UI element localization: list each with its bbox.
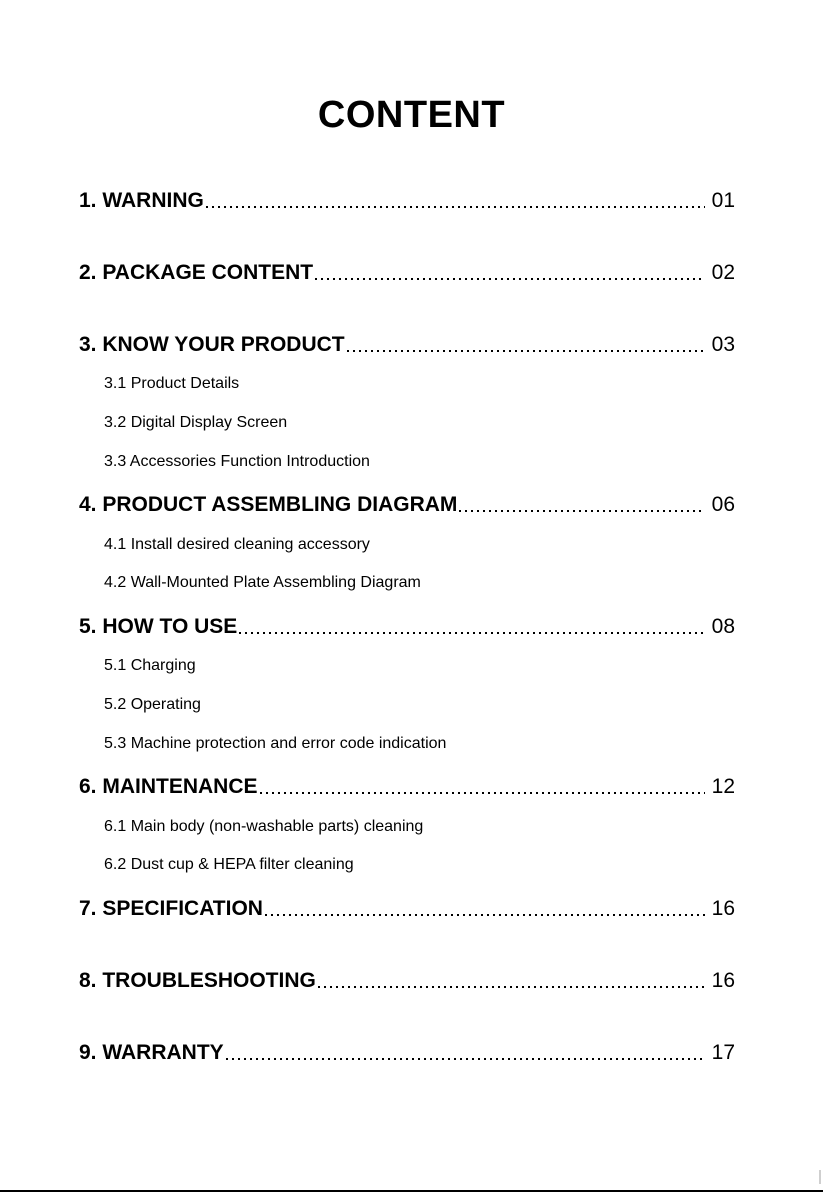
toc-entry-label: 9. WARRANTY [79,1041,224,1064]
toc-entry-package-content [79,257,735,285]
dot-leader [459,510,704,512]
toc-subentry-dust-cup-cleaning: 6.2 Dust cup & HEPA filter cleaning [104,856,354,873]
dot-leader [318,986,705,988]
dot-leader [347,350,705,352]
toc-entry-product-assembling-diagram [79,489,735,517]
toc-page-number: 02 [711,261,735,284]
page-title: CONTENT [317,94,506,136]
toc-entry-label: 1. WARNING [79,189,204,212]
toc-page-number: 01 [711,189,735,212]
toc-entry-warranty [79,1037,735,1065]
dot-leader [265,914,705,916]
dot-leader [239,632,704,634]
page-edge-mark [819,1170,821,1184]
toc-entry-label: 7. SPECIFICATION [79,897,263,920]
toc-entry-label: 8. TROUBLESHOOTING [79,969,316,992]
toc-entry-specification [79,893,735,921]
toc-subentry-accessories-function: 3.3 Accessories Function Introduction [104,453,370,470]
toc-page-number: 08 [711,615,735,638]
dot-leader [260,792,705,794]
toc-subentry-product-details: 3.1 Product Details [104,375,240,392]
toc-subentry-machine-protection: 5.3 Machine protection and error code indication [104,735,447,752]
toc-entry-label: 3. KNOW YOUR PRODUCT [79,333,345,356]
toc-entry-how-to-use [79,611,735,639]
toc-page-number: 16 [711,969,735,992]
dot-leader [206,206,705,208]
toc-page-number: 12 [711,775,735,798]
toc-entry-warning [79,185,735,213]
toc-entry-troubleshooting [79,965,735,993]
toc-entry-label: 6. MAINTENANCE [79,775,258,798]
toc-entry-label: 5. HOW TO USE [79,615,238,638]
toc-entry-know-your-product [79,329,735,357]
toc-subentry-charging: 5.1 Charging [104,657,196,674]
toc-entry-maintenance [79,771,735,799]
toc-subentry-main-body-cleaning: 6.1 Main body (non-washable parts) cleaning [104,818,424,835]
dot-leader [315,278,705,280]
toc-entry-label: 2. PACKAGE CONTENT [79,261,314,284]
dot-leader [226,1058,705,1060]
toc-page-number: 06 [711,493,735,516]
toc-subentry-digital-display-screen: 3.2 Digital Display Screen [104,414,288,431]
toc-subentry-install-accessory: 4.1 Install desired cleaning accessory [104,536,370,553]
toc-page-number: 17 [711,1041,735,1064]
toc-page-number: 03 [711,333,735,356]
toc-page-number: 16 [711,897,735,920]
toc-subentry-operating: 5.2 Operating [104,696,201,713]
toc-entry-label: 4. PRODUCT ASSEMBLING DIAGRAM [79,493,458,516]
toc-subentry-wall-mounted-plate: 4.2 Wall-Mounted Plate Assembling Diagram [104,574,421,591]
